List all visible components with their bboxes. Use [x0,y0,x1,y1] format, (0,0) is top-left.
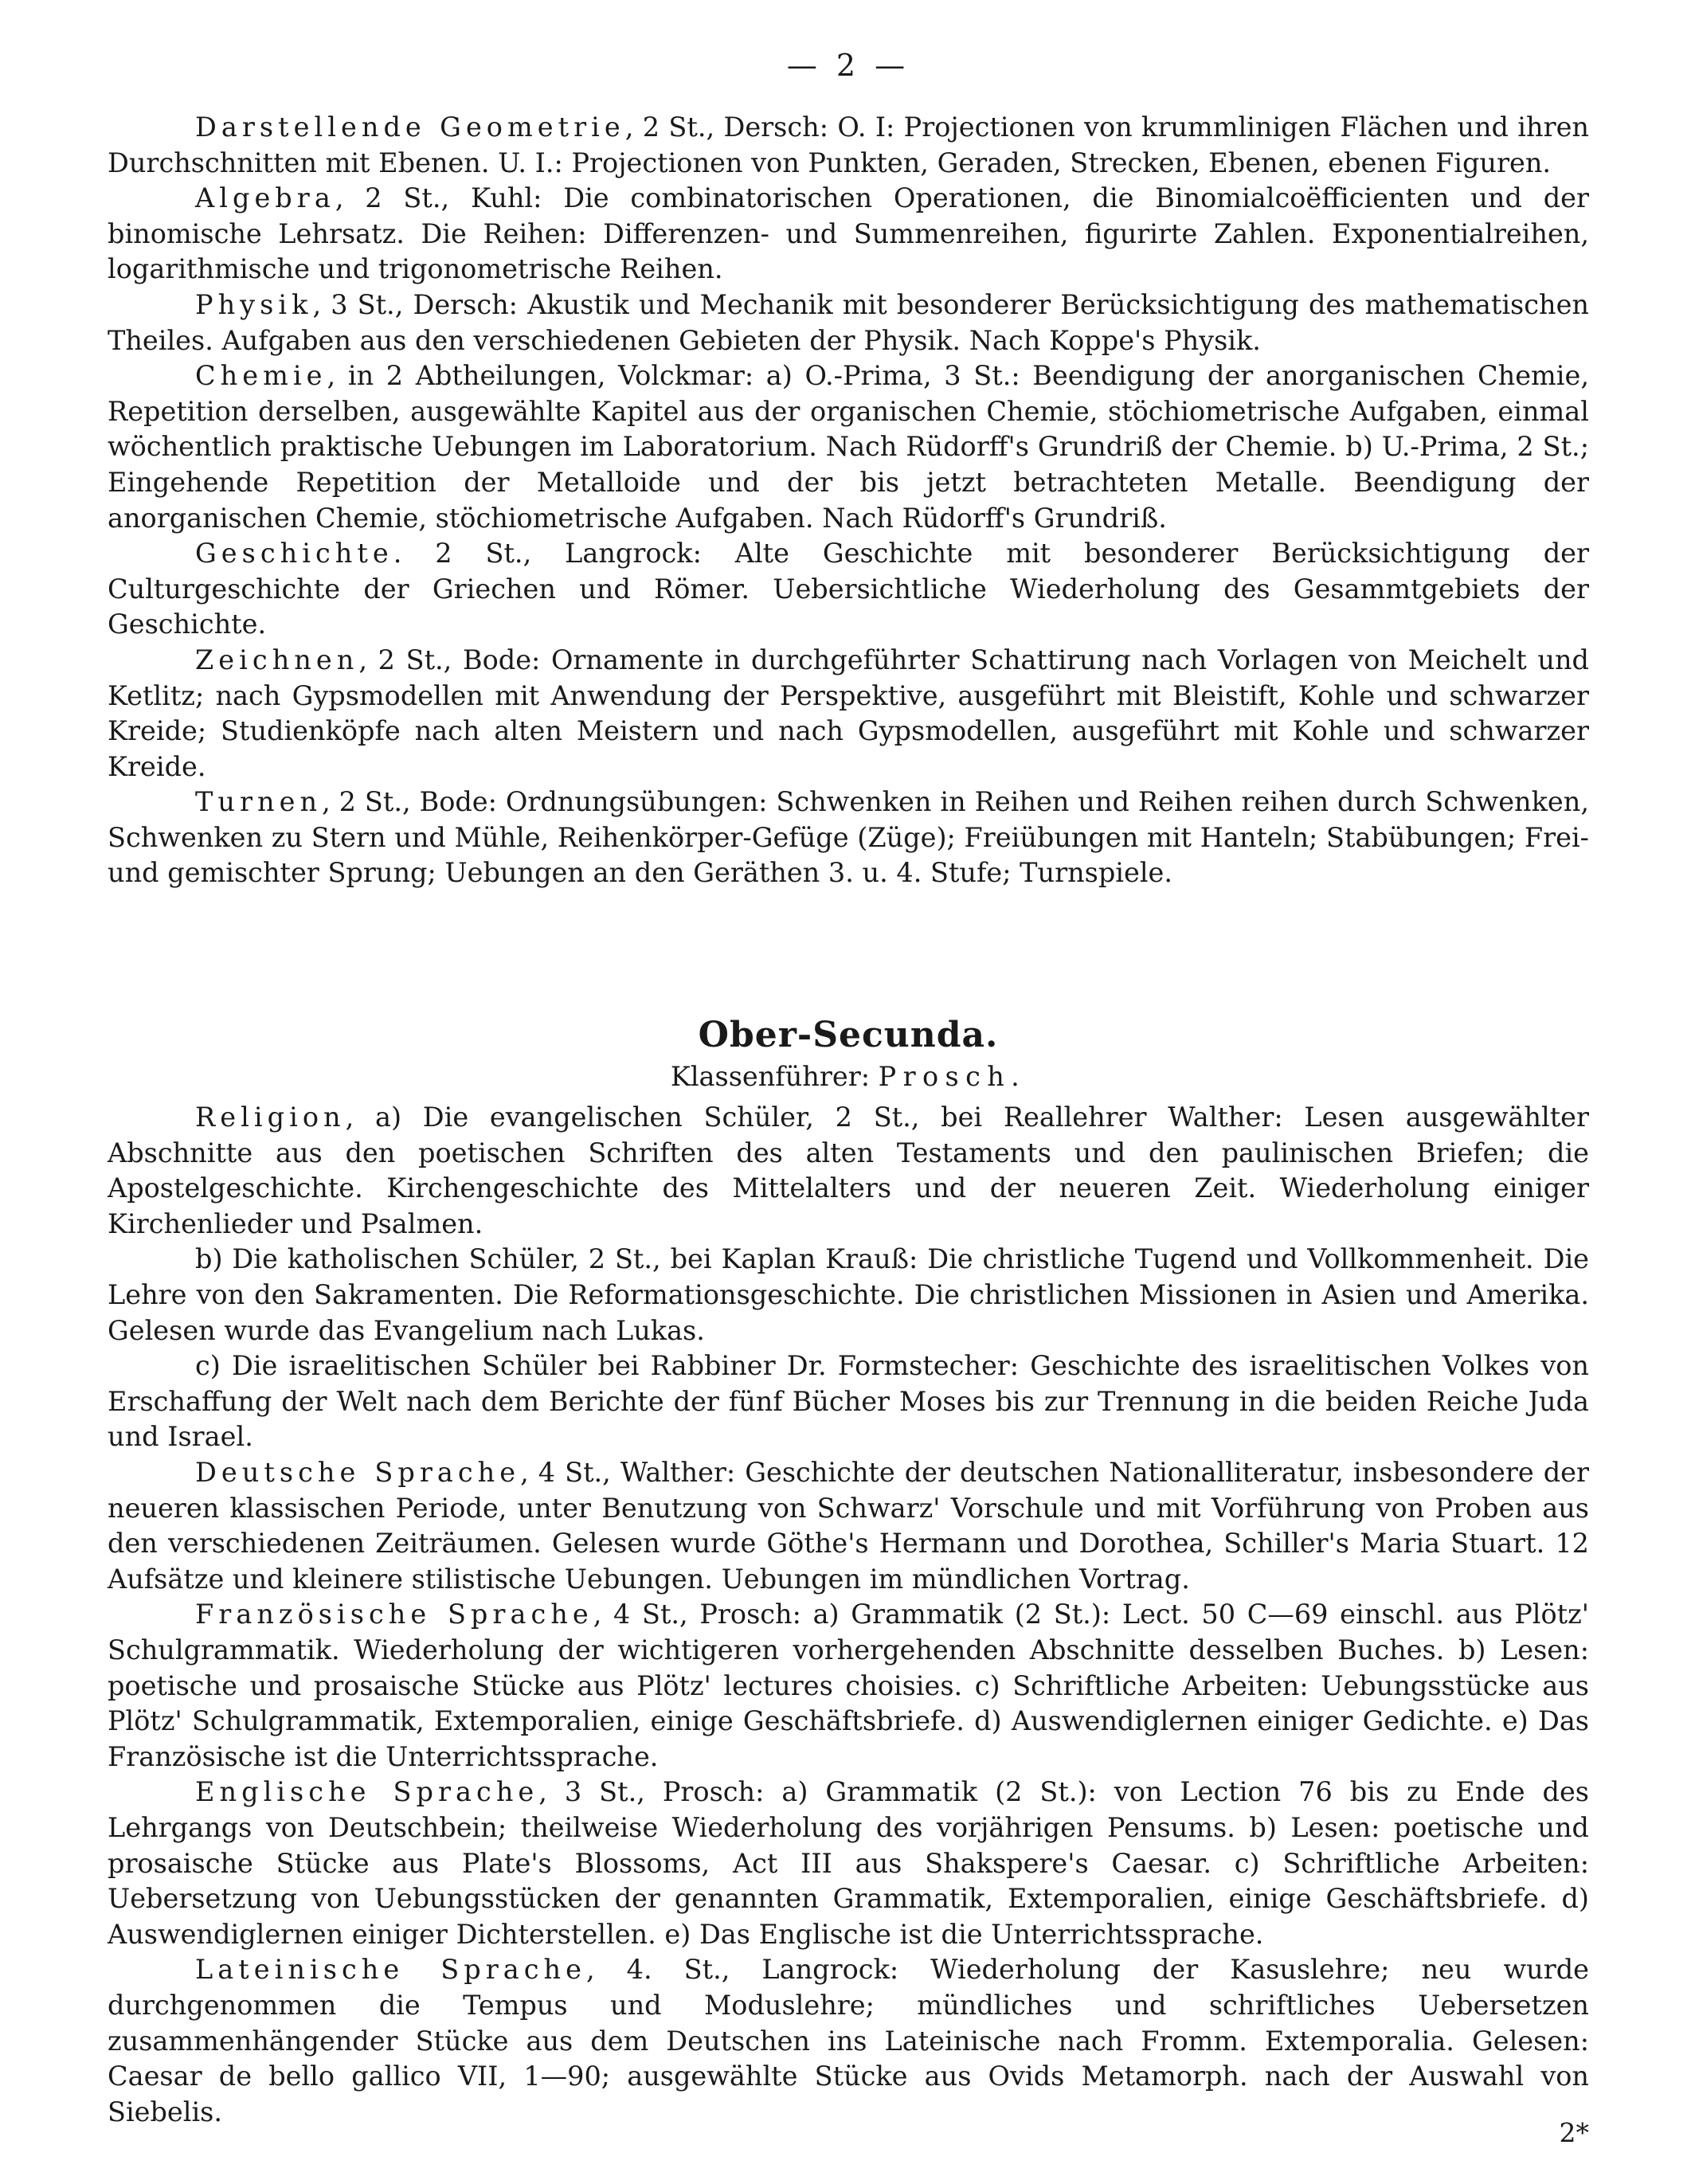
paragraph-zeichnen [108,643,1589,785]
paragraph-englische-sprache [108,1775,1589,1952]
subject-text: , in 2 Abtheilungen, Volckmar: a) O.-Prima, 3 St.: Beendigung der anorganischen Chemie, Repetition derselben, ausgewählte Kapitel aus der organischen Chemie, stöchiometrische Aufgaben, einmal wöchentlich praktische Uebungen im Laboratorium. Nach Rüdorff's Grundriß der Chemie. b) U.-Prima, 2 St.; Eingehende Repetition der Metalloide und der bis jetzt betrachteten Metalle. Beendigung der anorganischen Chemie, stöchiometrische Aufgaben. Nach Rüdorff's Grundriß. [108,360,1589,534]
subject-heading: Lateinische Sprache [195,1954,586,1986]
subject-text: , 2 St., Kuhl: Die combinatorischen Operationen, die Binomialcoëfficienten und der binomische Lehrsatz. Die Reihen: Differenzen- und Summenreihen, figurirte Zahlen. Exponentialreihen, logarithmische und trigonometrische Reihen. [108,182,1589,285]
paragraph-algebra [108,181,1589,288]
subject-heading: Zeichnen [195,644,359,675]
paragraph-religion-evangelisch [108,1100,1589,1242]
subject-text: , 2 St., Dersch: O. I: Projectionen von krummlinigen Flächen und ihren Durchschnitten mit Ebenen. U. I.: Projectionen von Punkten, Geraden, Strecken, Ebenen, ebenen Figuren. [108,112,1590,178]
subject-text: , 3 St., Dersch: Akustik und Mechanik mit besonderer Berücksichtigung des mathematischen Theiles. Aufgaben aus den verschiedenen Gebieten der Physik. Nach Koppe's Physik. [108,288,1589,356]
paragraph-geschichte [108,536,1589,643]
subject-heading: Algebra [195,182,335,214]
subject-heading: Deutsche Sprache [195,1457,521,1488]
paragraph-religion-katholisch [108,1242,1589,1348]
subject-heading: Englische Sprache [195,1776,539,1808]
paragraph-physik [108,288,1589,358]
subject-text: , 4. St., Langrock: Wiederholung der Kasuslehre; neu wurde durchgenommen die Tempus und Moduslehre; mündliches und schriftliches Uebersetzen zusammenhängender Stücke aus dem Deutschen ins Lateinische nach Fromm. Extemporalia. Gelesen: Caesar de bello gallico VII, 1—90; ausgewählte Stücke aus Ovids Metamorph. nach der Auswahl von Siebelis. [108,1954,1589,2127]
subject-heading: Darstellende Geometrie [195,112,625,143]
subject-text: , 4 St., Prosch: a) Grammatik (2 St.): Lect. 50 C—69 einschl. aus Plötz' Schulgrammatik. Wiederholung der wichtigeren vorhergehenden Abschnitte desselben Buches. b) Lesen: poetische und prosaische Stücke aus Plötz' lectures choisies. c) Schriftliche Arbeiten: Uebungsstücke aus Plötz' Schulgrammatik, Extemporalien, einige Geschäftsbriefe. d) Auswendiglernen einiger Gedichte. e) Das Französische ist die Unterrichtssprache. [108,1599,1589,1772]
subject-text: , 4 St., Walther: Geschichte der deutschen Nationalliteratur, insbesondere der neueren klassischen Periode, unter Benutzung von Schwarz' Vorschule und mit Vorführung von Proben aus den verschiedenen Zeiträumen. Gelesen wurde Göthe's Hermann und Dorothea, Schiller's Maria Stuart. 12 Aufsätze und kleinere stilistische Uebungen. Uebungen im mündlichen Vortrag. [108,1457,1589,1595]
paragraph-religion-israelitisch [108,1348,1589,1455]
subject-text: , a) Die evangelischen Schüler, 2 St., bei Reallehrer Walther: Lesen ausgewählter Abschnitte aus den poetischen Schriften des alten Testaments und den paulinischen Briefen; die Apostelgeschichte. Kirchengeschichte des Mittelalters und der neueren Zeit. Wiederholung einiger Kirchenlieder und Psalmen. [108,1102,1589,1239]
curriculum-part-prima [108,110,1589,891]
document-page [108,48,1589,2151]
section-gap [108,891,1589,1016]
subject-heading: Chemie [195,360,327,392]
section-title: Ober-Secunda. [698,1015,999,1056]
paragraph-turnen [108,785,1589,891]
subject-heading: Religion [195,1102,346,1133]
paragraph-darstellende-geometrie [108,110,1589,181]
paragraph-lateinische-sprache [108,1952,1589,2130]
paragraph-franzoesische-sprache [108,1597,1589,1775]
paragraph-chemie [108,358,1589,536]
class-leader-label: Klassenführer: [670,1061,870,1093]
signature-mark: 2* [1559,2117,1589,2148]
curriculum-part-ober-secunda [108,1100,1589,2130]
subject-heading: Französische Sprache [195,1599,593,1630]
class-leader-line [108,1059,1589,1095]
subject-text: , 2 St., Bode: Ornamente in durchgeführter Schattirung nach Vorlagen von Meichelt und Ketlitz; nach Gypsmodellen mit Anwendung der Perspektive, ausgeführt mit Bleistift, Kohle und schwarzer Kreide; Studienköpfe nach alten Meistern und nach Gypsmodellen, ausgeführt mit Kohle und schwarzer Kreide. [108,644,1589,782]
subject-heading: Physik [195,288,313,320]
subject-text: c) Die israelitischen Schüler bei Rabbiner Dr. Formstecher: Geschichte des israelitischen Volkes von Erschaffung der Welt nach dem Berichte der fünf Bücher Moses bis zur Trennung in die beiden Reiche Juda und Israel. [108,1350,1589,1453]
page-number: — 2 — [786,48,910,83]
subject-heading: Geschichte [195,538,393,569]
subject-text: , 3 St., Prosch: a) Grammatik (2 St.): von Lection 76 bis zu Ende des Lehrgangs von Deutschbein; theilweise Wiederholung des vorjährigen Pensums. b) Lesen: poetische und prosaische Stücke aus Plate's Blossoms, Act III aus Shakspere's Caesar. c) Schriftliche Arbeiten: Uebersetzung von Uebungsstücken der genannten Grammatik, Extemporalien, einige Geschäftsbriefe. d) Auswendiglernen einiger Dichterstellen. e) Das Englische ist die Unterrichtssprache. [108,1776,1589,1950]
subject-text: b) Die katholischen Schüler, 2 St., bei Kaplan Krauß: Die christliche Tugend und Vollkommenheit. Die Lehre von den Sakramenten. Die Reformationsgeschichte. Die christlichen Missionen in Asien und Amerika. Gelesen wurde das Evangelium nach Lukas. [108,1243,1589,1346]
subject-text: , 2 St., Bode: Ordnungsübungen: Schwenken in Reihen und Reihen reihen durch Schwenken, Schwenken zu Stern und Mühle, Reihenkörper-Gefüge (Züge); Freiübungen mit Hanteln; Stabübungen; Frei- und gemischter Sprung; Uebungen an den Geräthen 3. u. 4. Stufe; Turnspiele. [108,786,1589,889]
class-leader-name: Prosch. [878,1061,1027,1093]
paragraph-deutsche-sprache [108,1455,1589,1597]
subject-heading: Turnen [195,786,323,818]
subject-text: . 2 St., Langrock: Alte Geschichte mit besonderer Berücksichtigung der Culturgeschichte der Griechen und Römer. Uebersichtliche Wiederholung des Gesammtgebiets der Geschichte. [108,538,1589,640]
